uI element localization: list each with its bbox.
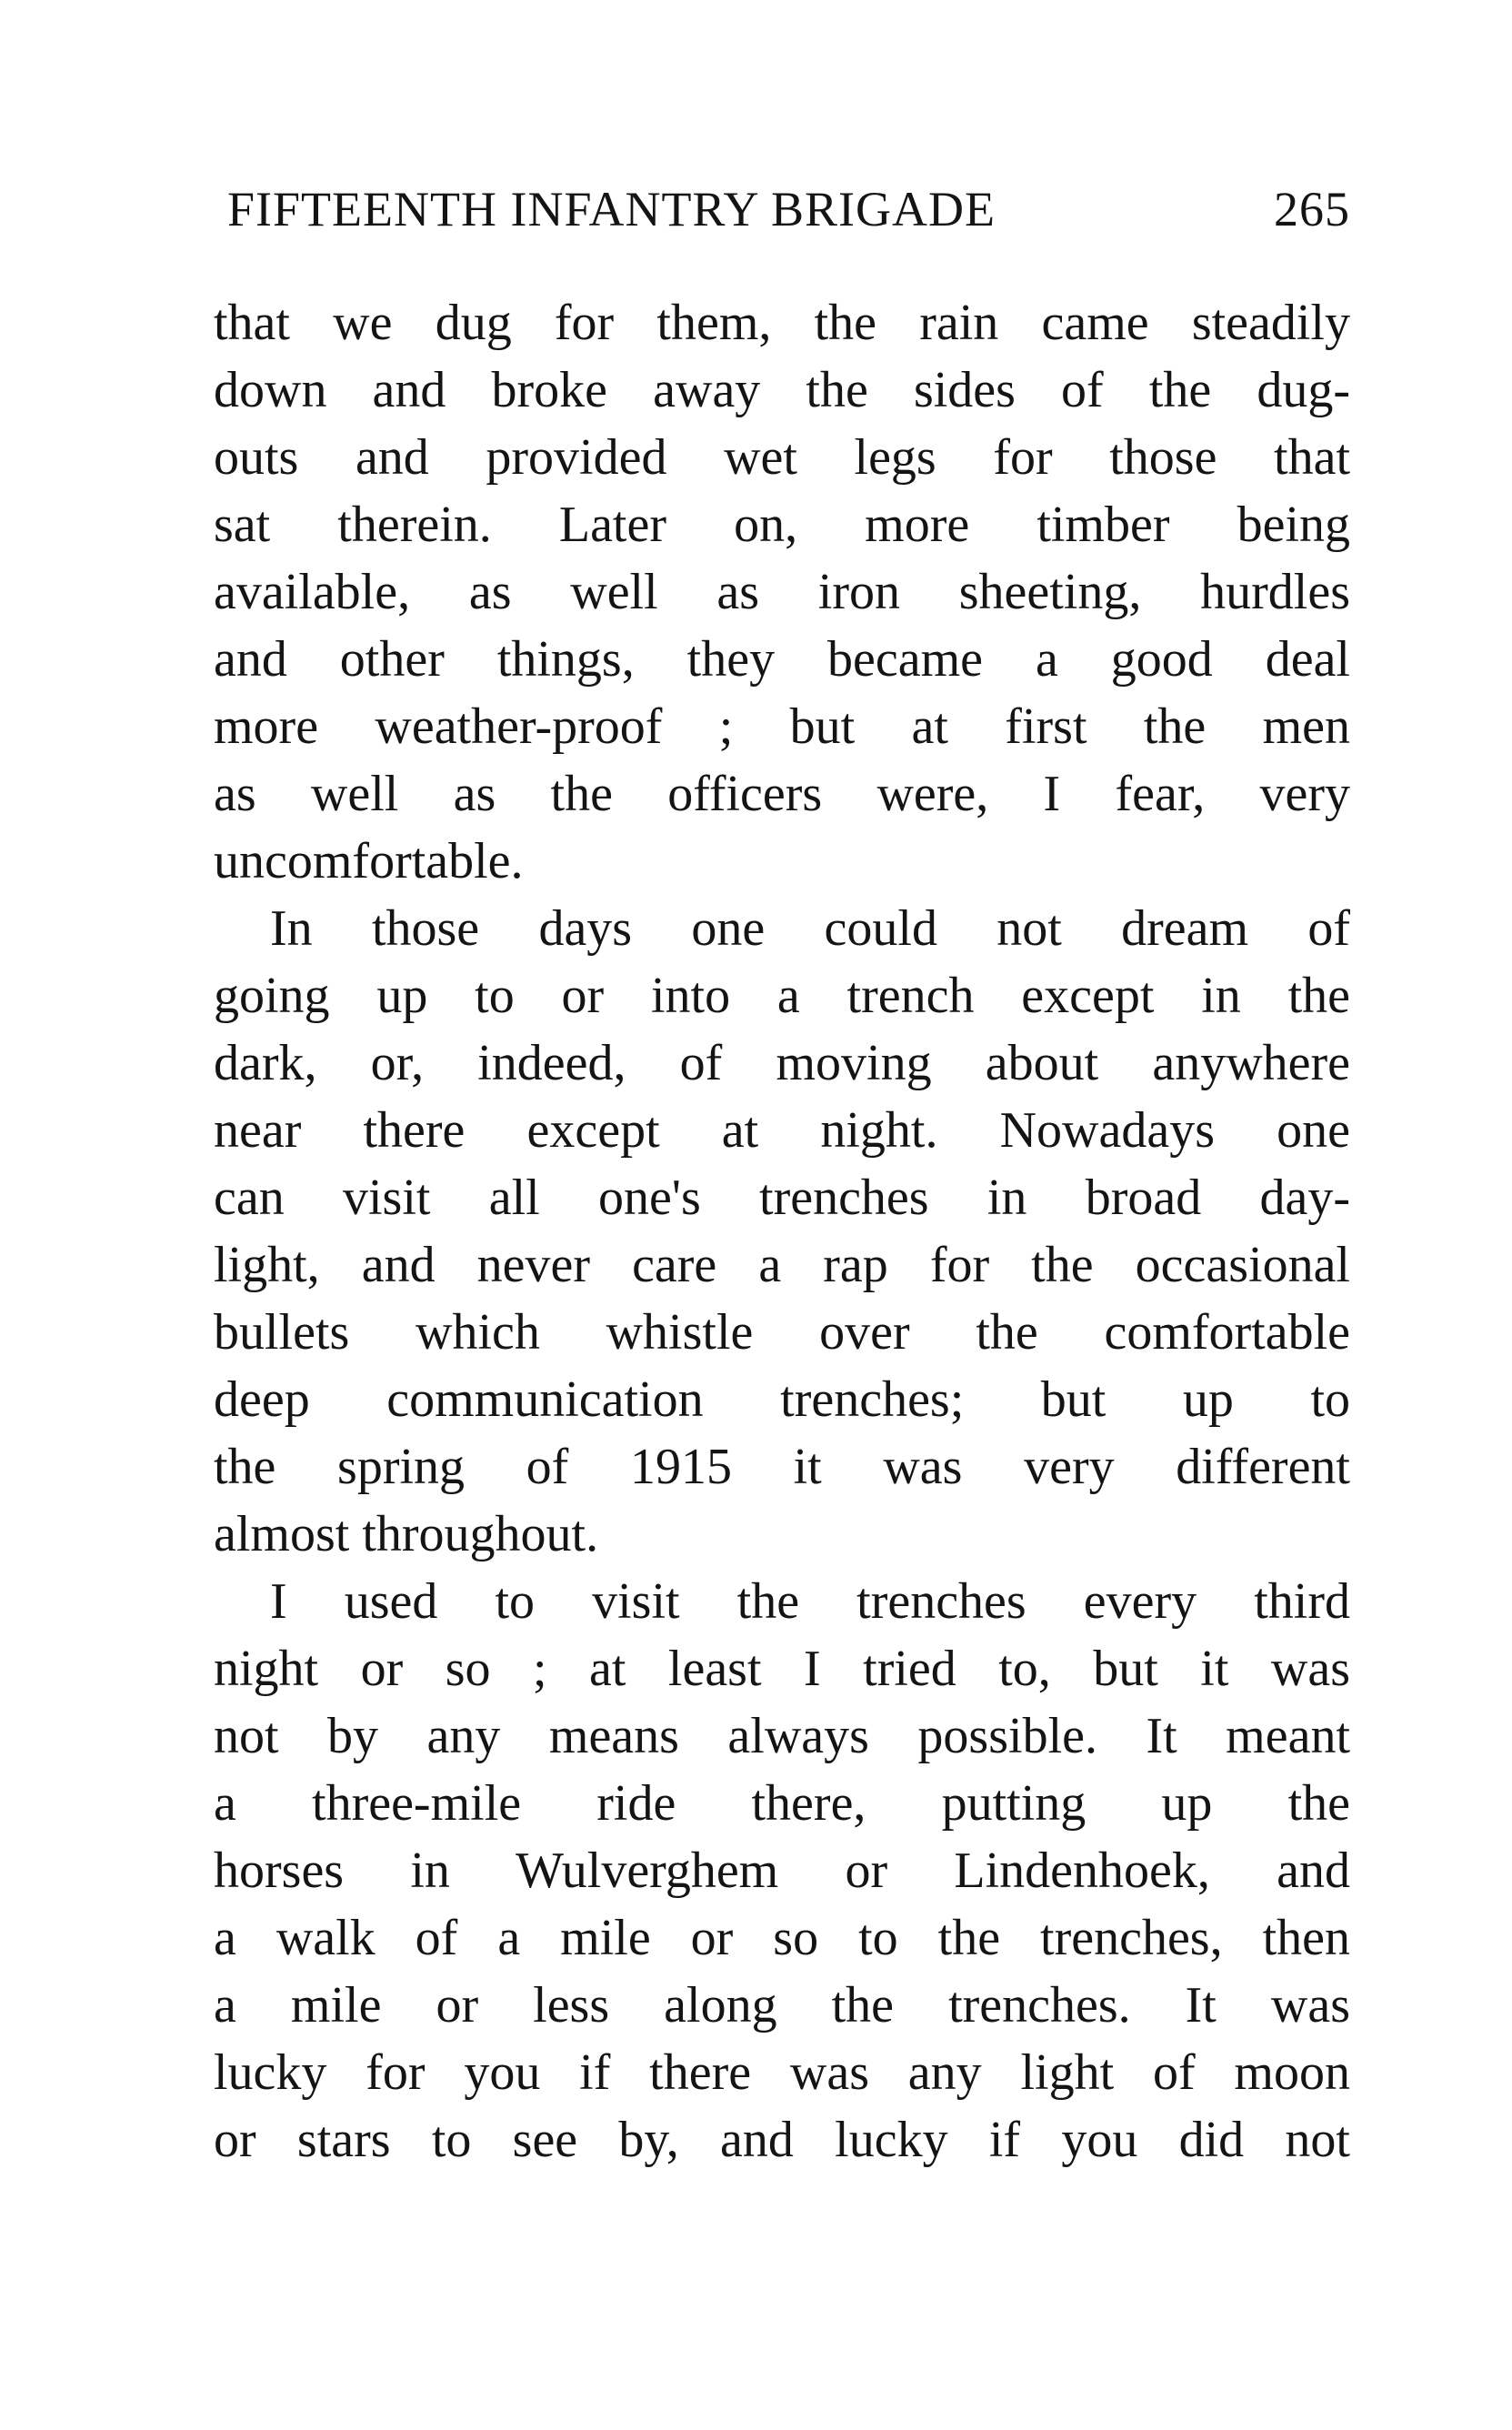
text-line: and other things, they became a good deal	[214, 631, 1350, 688]
text-line: can visit all one's trenches in broad day-	[214, 1170, 1350, 1226]
text-line: dark, or, indeed, of moving about anywhere	[214, 1035, 1350, 1091]
paragraph-2	[214, 895, 1350, 1568]
text-line: In those days one could not dream of	[270, 900, 1350, 957]
text-line: the spring of 1915 it was very different	[214, 1439, 1350, 1495]
page-number: 265	[1274, 182, 1350, 236]
text-line: light, and never care a rap for the occasional	[214, 1237, 1350, 1293]
text-line: near there except at night. Nowadays one	[214, 1102, 1350, 1159]
text-line: almost throughout.	[214, 1506, 599, 1562]
text-line: sat therein. Later on, more timber being	[214, 497, 1350, 553]
text-line: outs and provided wet legs for those that	[214, 429, 1350, 486]
text-line: horses in Wulverghem or Lindenhoek, and	[214, 1843, 1350, 1899]
text-line: bullets which whistle over the comfortable	[214, 1304, 1350, 1361]
text-line: that we dug for them, the rain came steadily	[214, 295, 1350, 351]
text-line: as well as the officers were, I fear, very	[214, 766, 1350, 822]
text-line: down and broke away the sides of the dug-	[214, 362, 1350, 418]
text-line: I used to visit the trenches every third	[270, 1573, 1350, 1630]
text-line: uncomfortable.	[214, 833, 524, 889]
text-line: a three-mile ride there, putting up the	[214, 1775, 1350, 1832]
text-line: going up to or into a trench except in the	[214, 968, 1350, 1024]
text-line: not by any means always possible. It meant	[214, 1708, 1350, 1764]
text-line: lucky for you if there was any light of moon	[214, 2044, 1350, 2101]
text-line: deep communication trenches; but up to	[214, 1371, 1350, 1428]
text-line: or stars to see by, and lucky if you did not	[214, 2112, 1350, 2168]
text-line: a walk of a mile or so to the trenches, then	[214, 1910, 1350, 1966]
text-line: a mile or less along the trenches. It was	[214, 1977, 1350, 2033]
paragraph-1	[214, 289, 1350, 895]
text-line: more weather-proof ; but at first the men	[214, 698, 1350, 755]
running-head	[227, 173, 1350, 246]
running-head-title: FIFTEENTH INFANTRY BRIGADE	[227, 182, 996, 236]
text-line: night or so ; at least I tried to, but it was	[214, 1641, 1350, 1697]
text-line: available, as well as iron sheeting, hurdles	[214, 564, 1350, 620]
body-text	[214, 289, 1350, 2174]
paragraph-3	[214, 1568, 1350, 2174]
